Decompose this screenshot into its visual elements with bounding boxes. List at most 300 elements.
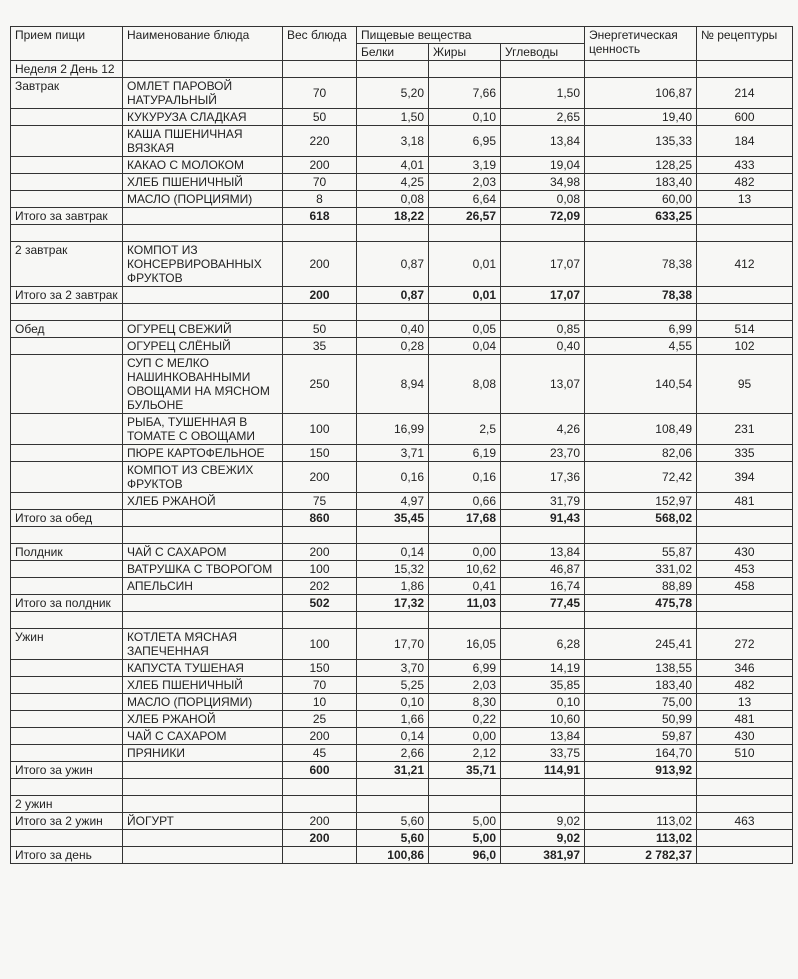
section-label: 2 ужин [11,796,123,813]
weight-cell: 35 [283,338,357,355]
meal-cell [11,728,123,745]
dish-cell: ОГУРЕЦ СЛЁНЫЙ [123,338,283,355]
header-nutrients: Пищевые вещества [357,27,585,44]
recipe-cell: 481 [697,493,793,510]
meal-cell [11,660,123,677]
fat-cell: 0,04 [429,338,501,355]
weight-cell: 100 [283,414,357,445]
carbs-cell: 13,84 [501,728,585,745]
energy-cell: 152,97 [585,493,697,510]
protein-cell: 5,20 [357,78,429,109]
meal-cell [11,561,123,578]
empty-cell [697,304,793,321]
protein-cell: 15,32 [357,561,429,578]
table-row [11,242,793,287]
weight-cell: 150 [283,445,357,462]
fat-cell: 0,05 [429,321,501,338]
fat-cell: 0,00 [429,728,501,745]
dish-cell: ХЛЕБ РЖАНОЙ [123,493,283,510]
dish-cell: МАСЛО (ПОРЦИЯМИ) [123,694,283,711]
empty-cell [501,779,585,796]
recipe-cell [697,595,793,612]
table-row [11,174,793,191]
empty-cell [283,796,357,813]
energy-cell: 88,89 [585,578,697,595]
fat-cell: 0,22 [429,711,501,728]
empty-cell [501,527,585,544]
recipe-cell [697,510,793,527]
energy-cell: 108,49 [585,414,697,445]
protein-cell: 17,70 [357,629,429,660]
empty-cell [585,304,697,321]
meal-cell [11,414,123,445]
fat-cell: 8,08 [429,355,501,414]
empty-cell [11,527,123,544]
empty-cell [697,225,793,242]
carbs-cell: 0,85 [501,321,585,338]
table-row [11,745,793,762]
table-row [11,694,793,711]
weight-cell: 70 [283,174,357,191]
dish-cell: РЫБА, ТУШЕННАЯ В ТОМАТЕ С ОВОЩАМИ [123,414,283,445]
carbs-cell: 381,97 [501,847,585,864]
menu-table [10,26,793,864]
protein-cell: 0,87 [357,287,429,304]
recipe-cell: 482 [697,677,793,694]
dish-cell: КАША ПШЕНИЧНАЯ ВЯЗКАЯ [123,126,283,157]
fat-cell: 7,66 [429,78,501,109]
meal-cell: Ужин [11,629,123,660]
empty-cell [123,779,283,796]
carbs-cell: 16,74 [501,578,585,595]
nutrition-sheet [10,26,792,864]
recipe-cell: 463 [697,813,793,830]
meal-cell [11,355,123,414]
meal-cell: Итого за 2 ужин [11,813,123,830]
meal-cell: Итого за полдник [11,595,123,612]
energy-cell: 475,78 [585,595,697,612]
empty-cell [123,225,283,242]
fat-cell: 5,00 [429,813,501,830]
energy-cell: 138,55 [585,660,697,677]
recipe-cell [697,762,793,779]
carbs-cell: 10,60 [501,711,585,728]
empty-cell [357,225,429,242]
energy-cell: 2 782,37 [585,847,697,864]
energy-cell: 113,02 [585,830,697,847]
carbs-cell: 23,70 [501,445,585,462]
carbs-cell: 13,84 [501,544,585,561]
dish-cell: ХЛЕБ РЖАНОЙ [123,711,283,728]
carbs-cell: 0,40 [501,338,585,355]
header-energy: Энергетическая ценность [585,27,697,61]
dish-cell [123,847,283,864]
empty-cell [501,612,585,629]
energy-cell: 59,87 [585,728,697,745]
empty-cell [357,304,429,321]
empty-cell [501,304,585,321]
recipe-cell: 430 [697,544,793,561]
empty-cell [11,304,123,321]
empty-cell [123,612,283,629]
table-row [11,578,793,595]
weight-cell: 200 [283,242,357,287]
recipe-cell [697,208,793,225]
table-row [11,728,793,745]
table-row [11,660,793,677]
carbs-cell: 6,28 [501,629,585,660]
spacer-row [11,612,793,629]
protein-cell: 1,50 [357,109,429,126]
meal-cell [11,677,123,694]
weight-cell: 45 [283,745,357,762]
carbs-cell: 72,09 [501,208,585,225]
empty-cell [283,612,357,629]
protein-cell: 31,21 [357,762,429,779]
carbs-cell: 77,45 [501,595,585,612]
table-row [11,462,793,493]
energy-cell: 78,38 [585,287,697,304]
empty-cell [429,779,501,796]
dish-cell: ЙОГУРТ [123,813,283,830]
empty-cell [429,612,501,629]
weight-cell: 502 [283,595,357,612]
dish-cell: ВАТРУШКА С ТВОРОГОМ [123,561,283,578]
empty-cell [123,304,283,321]
dish-cell: КОТЛЕТА МЯСНАЯ ЗАПЕЧЕННАЯ [123,629,283,660]
weight-cell: 200 [283,462,357,493]
carbs-cell: 46,87 [501,561,585,578]
dish-cell: ОМЛЕТ ПАРОВОЙ НАТУРАЛЬНЫЙ [123,78,283,109]
total-row [11,830,793,847]
total-row [11,287,793,304]
empty-cell [429,225,501,242]
meal-cell: 2 завтрак [11,242,123,287]
energy-cell: 245,41 [585,629,697,660]
empty-cell [585,612,697,629]
fat-cell: 26,57 [429,208,501,225]
weight-cell: 220 [283,126,357,157]
dish-cell [123,287,283,304]
protein-cell: 0,87 [357,242,429,287]
fat-cell: 0,01 [429,287,501,304]
meal-cell [11,745,123,762]
table-row [11,355,793,414]
table-row [11,544,793,561]
weight-cell: 200 [283,157,357,174]
recipe-cell: 600 [697,109,793,126]
protein-cell: 2,66 [357,745,429,762]
dish-cell [123,510,283,527]
empty-cell [357,779,429,796]
meal-cell: Итого за 2 завтрак [11,287,123,304]
meal-cell [11,174,123,191]
recipe-cell: 412 [697,242,793,287]
fat-cell: 2,03 [429,677,501,694]
empty-cell [501,225,585,242]
empty-cell [123,527,283,544]
meal-cell [11,109,123,126]
fat-cell: 6,64 [429,191,501,208]
fat-cell: 3,19 [429,157,501,174]
spacer-row [11,304,793,321]
protein-cell: 17,32 [357,595,429,612]
empty-cell [585,527,697,544]
carbs-cell: 19,04 [501,157,585,174]
fat-cell: 10,62 [429,561,501,578]
header-recipe: № рецептуры [697,27,793,61]
protein-cell: 4,25 [357,174,429,191]
recipe-cell: 13 [697,191,793,208]
dish-cell [123,208,283,225]
meal-cell: Итого за ужин [11,762,123,779]
empty-cell [283,527,357,544]
total-row [11,847,793,864]
recipe-cell: 458 [697,578,793,595]
dish-cell: КОМПОТ ИЗ СВЕЖИХ ФРУКТОВ [123,462,283,493]
weight-cell: 200 [283,813,357,830]
spacer-row [11,527,793,544]
empty-cell [283,304,357,321]
table-header [11,27,793,61]
empty-cell [697,779,793,796]
fat-cell: 35,71 [429,762,501,779]
fat-cell: 2,03 [429,174,501,191]
total-row [11,510,793,527]
protein-cell: 16,99 [357,414,429,445]
weight-cell: 50 [283,321,357,338]
energy-cell: 183,40 [585,174,697,191]
recipe-cell: 272 [697,629,793,660]
carbs-cell: 114,91 [501,762,585,779]
fat-cell: 6,95 [429,126,501,157]
table-row [11,677,793,694]
protein-cell: 1,86 [357,578,429,595]
meal-cell [11,493,123,510]
energy-cell: 4,55 [585,338,697,355]
recipe-cell [697,287,793,304]
empty-cell [123,796,283,813]
protein-cell: 3,70 [357,660,429,677]
meal-cell: Итого за обед [11,510,123,527]
meal-cell [11,578,123,595]
weight-cell: 100 [283,561,357,578]
fat-cell: 6,99 [429,660,501,677]
dish-cell [123,830,283,847]
table-row [11,493,793,510]
empty-cell [697,796,793,813]
carbs-cell: 33,75 [501,745,585,762]
energy-cell: 331,02 [585,561,697,578]
recipe-cell: 214 [697,78,793,109]
table-row [11,561,793,578]
total-row [11,595,793,612]
carbs-cell: 1,50 [501,78,585,109]
carbs-cell: 9,02 [501,830,585,847]
recipe-cell: 335 [697,445,793,462]
recipe-cell: 346 [697,660,793,677]
empty-cell [585,796,697,813]
energy-cell: 164,70 [585,745,697,762]
meal-cell [11,830,123,847]
dish-cell: КОМПОТ ИЗ КОНСЕРВИРОВАННЫХ ФРУКТОВ [123,242,283,287]
weight-cell: 25 [283,711,357,728]
recipe-cell: 510 [697,745,793,762]
recipe-cell [697,847,793,864]
meal-cell: Завтрак [11,78,123,109]
energy-cell: 183,40 [585,677,697,694]
recipe-cell: 430 [697,728,793,745]
fat-cell: 0,00 [429,544,501,561]
meal-cell: Полдник [11,544,123,561]
carbs-cell: 13,07 [501,355,585,414]
energy-cell: 568,02 [585,510,697,527]
section-label: Неделя 2 День 12 [11,61,123,78]
dish-cell: КАКАО С МОЛОКОМ [123,157,283,174]
protein-cell: 4,01 [357,157,429,174]
carbs-cell: 17,07 [501,242,585,287]
table-row [11,321,793,338]
recipe-cell: 13 [697,694,793,711]
weight-cell: 50 [283,109,357,126]
carbs-cell: 2,65 [501,109,585,126]
meal-cell: Итого за день [11,847,123,864]
table-row [11,157,793,174]
dish-cell: ПРЯНИКИ [123,745,283,762]
protein-cell: 100,86 [357,847,429,864]
energy-cell: 55,87 [585,544,697,561]
weight-cell: 600 [283,762,357,779]
recipe-cell: 231 [697,414,793,445]
total-row [11,208,793,225]
protein-cell: 1,66 [357,711,429,728]
recipe-cell: 184 [697,126,793,157]
empty-cell [697,612,793,629]
table-row [11,338,793,355]
weight-cell [283,847,357,864]
carbs-cell: 17,36 [501,462,585,493]
table-row [11,414,793,445]
energy-cell: 50,99 [585,711,697,728]
energy-cell: 82,06 [585,445,697,462]
meal-cell [11,126,123,157]
weight-cell: 200 [283,728,357,745]
carbs-cell: 17,07 [501,287,585,304]
empty-cell [501,61,585,78]
weight-cell: 70 [283,677,357,694]
carbs-cell: 0,10 [501,694,585,711]
carbs-cell: 14,19 [501,660,585,677]
meal-cell: Обед [11,321,123,338]
fat-cell: 2,12 [429,745,501,762]
fat-cell: 5,00 [429,830,501,847]
fat-cell: 0,01 [429,242,501,287]
empty-cell [357,796,429,813]
dish-cell: КАПУСТА ТУШЕНАЯ [123,660,283,677]
protein-cell: 0,14 [357,728,429,745]
empty-cell [283,61,357,78]
weight-cell: 618 [283,208,357,225]
empty-cell [585,779,697,796]
dish-cell: СУП С МЕЛКО НАШИНКОВАННЫМИ ОВОЩАМИ НА МЯСНОМ БУЛЬОНЕ [123,355,283,414]
empty-cell [123,61,283,78]
weight-cell: 75 [283,493,357,510]
weight-cell: 202 [283,578,357,595]
energy-cell: 19,40 [585,109,697,126]
dish-cell: ХЛЕБ ПШЕНИЧНЫЙ [123,174,283,191]
meal-cell [11,694,123,711]
empty-cell [585,61,697,78]
table-row [11,445,793,462]
meal-cell [11,191,123,208]
meal-cell [11,445,123,462]
header-dish: Наименование блюда [123,27,283,61]
empty-cell [283,225,357,242]
energy-cell: 72,42 [585,462,697,493]
fat-cell: 8,30 [429,694,501,711]
table-row [11,711,793,728]
spacer-row [11,779,793,796]
empty-cell [585,225,697,242]
table-row [11,78,793,109]
header-fat: Жиры [429,44,501,61]
energy-cell: 633,25 [585,208,697,225]
header-weight: Вес блюда [283,27,357,61]
energy-cell: 113,02 [585,813,697,830]
fat-cell: 17,68 [429,510,501,527]
carbs-cell: 35,85 [501,677,585,694]
energy-cell: 135,33 [585,126,697,157]
recipe-cell: 95 [697,355,793,414]
protein-cell: 3,71 [357,445,429,462]
empty-cell [357,61,429,78]
carbs-cell: 13,84 [501,126,585,157]
energy-cell: 6,99 [585,321,697,338]
protein-cell: 5,60 [357,830,429,847]
empty-cell [357,612,429,629]
protein-cell: 18,22 [357,208,429,225]
meal-cell [11,462,123,493]
fat-cell: 0,16 [429,462,501,493]
empty-cell [429,527,501,544]
dish-cell: МАСЛО (ПОРЦИЯМИ) [123,191,283,208]
table-row [11,813,793,830]
protein-cell: 0,08 [357,191,429,208]
fat-cell: 6,19 [429,445,501,462]
recipe-cell [697,830,793,847]
protein-cell: 5,25 [357,677,429,694]
weight-cell: 70 [283,78,357,109]
weight-cell: 200 [283,544,357,561]
empty-cell [429,61,501,78]
carbs-cell: 34,98 [501,174,585,191]
empty-cell [11,612,123,629]
empty-cell [501,796,585,813]
dish-cell: ПЮРЕ КАРТОФЕЛЬНОЕ [123,445,283,462]
protein-cell: 0,40 [357,321,429,338]
energy-cell: 913,92 [585,762,697,779]
dish-cell: АПЕЛЬСИН [123,578,283,595]
table-body [11,61,793,864]
energy-cell: 75,00 [585,694,697,711]
dish-cell: ХЛЕБ ПШЕНИЧНЫЙ [123,677,283,694]
fat-cell: 16,05 [429,629,501,660]
empty-cell [429,796,501,813]
table-row [11,126,793,157]
fat-cell: 0,10 [429,109,501,126]
recipe-cell: 481 [697,711,793,728]
energy-cell: 60,00 [585,191,697,208]
